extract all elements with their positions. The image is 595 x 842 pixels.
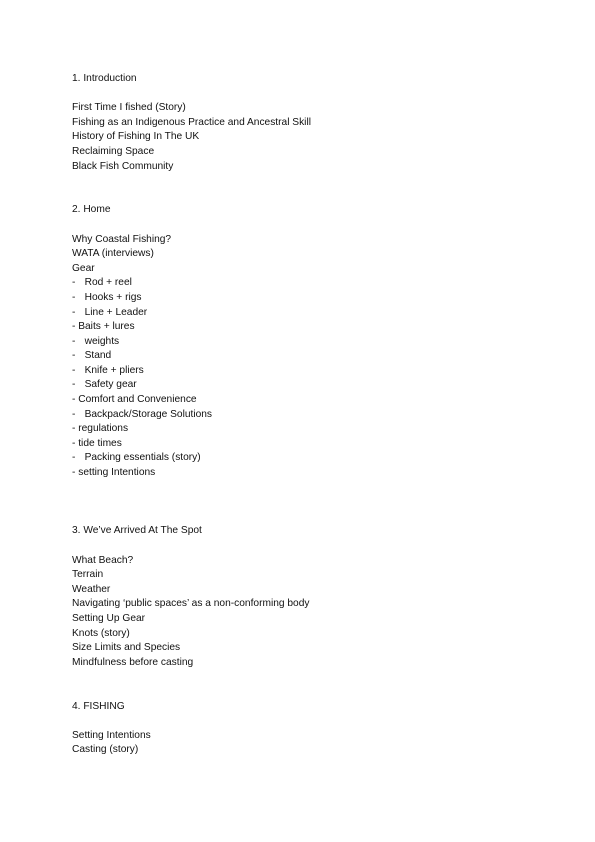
list-item: Size Limits and Species <box>72 642 181 654</box>
list-item: Gear <box>72 262 95 274</box>
list-item: Setting Up Gear <box>72 612 146 624</box>
dash-marker: - <box>72 408 76 420</box>
sub-list-text: Packing essentials (story) <box>84 452 201 464</box>
sub-list-item <box>72 451 572 466</box>
list-item: Weather <box>72 583 111 595</box>
list-item: Navigating ‘public spaces’ as a non-conforming body <box>72 598 310 610</box>
sub-list-item <box>72 291 572 306</box>
sub-list-item <box>72 364 572 379</box>
list-item: Reclaiming Space <box>72 145 155 157</box>
sub-list-item <box>72 378 572 393</box>
sub-list-item: - Baits + lures <box>72 321 135 333</box>
list-item: Knots (story) <box>72 627 130 639</box>
list-item: Mindfulness before casting <box>72 656 194 668</box>
list-item: History of Fishing In The UK <box>72 131 200 143</box>
sub-list-text: Line + Leader <box>84 306 148 318</box>
sub-list-item <box>72 335 572 350</box>
sub-list-item: - setting Intentions <box>72 467 156 479</box>
list-item: What Beach? <box>72 554 134 566</box>
sub-list-text: Hooks + rigs <box>84 291 142 303</box>
sub-list-text: weights <box>84 335 120 347</box>
section-heading: 3. We’ve Arrived At The Spot <box>72 525 202 537</box>
sub-list-text: Knife + pliers <box>84 364 144 376</box>
list-item: Terrain <box>72 569 104 581</box>
sub-list-item <box>72 408 572 423</box>
list-item: Casting (story) <box>72 744 139 756</box>
dash-marker: - <box>72 306 76 318</box>
sub-list-item: - tide times <box>72 437 122 449</box>
sub-list-item <box>72 306 572 321</box>
dash-marker: - <box>72 452 76 464</box>
dash-marker: - <box>72 364 76 376</box>
list-item: Black Fish Community <box>72 160 174 172</box>
list-item: WATA (interviews) <box>72 248 154 260</box>
list-item: Why Coastal Fishing? <box>72 233 172 245</box>
sub-list-text: Safety gear <box>84 379 137 391</box>
section-heading: 4. FISHING <box>72 700 125 712</box>
sub-list-text: Stand <box>84 350 112 362</box>
sub-list-item <box>72 276 572 291</box>
sub-list-text: Rod + reel <box>84 277 132 289</box>
sub-list-item: - regulations <box>72 423 129 435</box>
list-item: First Time I fished (Story) <box>72 102 186 114</box>
section-heading: 2. Home <box>72 204 111 216</box>
sub-list-item: - Comfort and Convenience <box>72 394 197 406</box>
dash-marker: - <box>72 335 76 347</box>
document-page <box>72 72 572 758</box>
dash-marker: - <box>72 379 76 391</box>
sub-list-item <box>72 349 572 364</box>
list-item: Setting Intentions <box>72 729 151 741</box>
dash-marker: - <box>72 350 76 362</box>
section-heading: 1. Introduction <box>72 73 137 84</box>
dash-marker: - <box>72 277 76 289</box>
dash-marker: - <box>72 291 76 303</box>
list-item: Fishing as an Indigenous Practice and Ancestral Skill <box>72 116 311 128</box>
sub-list-text: Backpack/Storage Solutions <box>84 408 213 420</box>
